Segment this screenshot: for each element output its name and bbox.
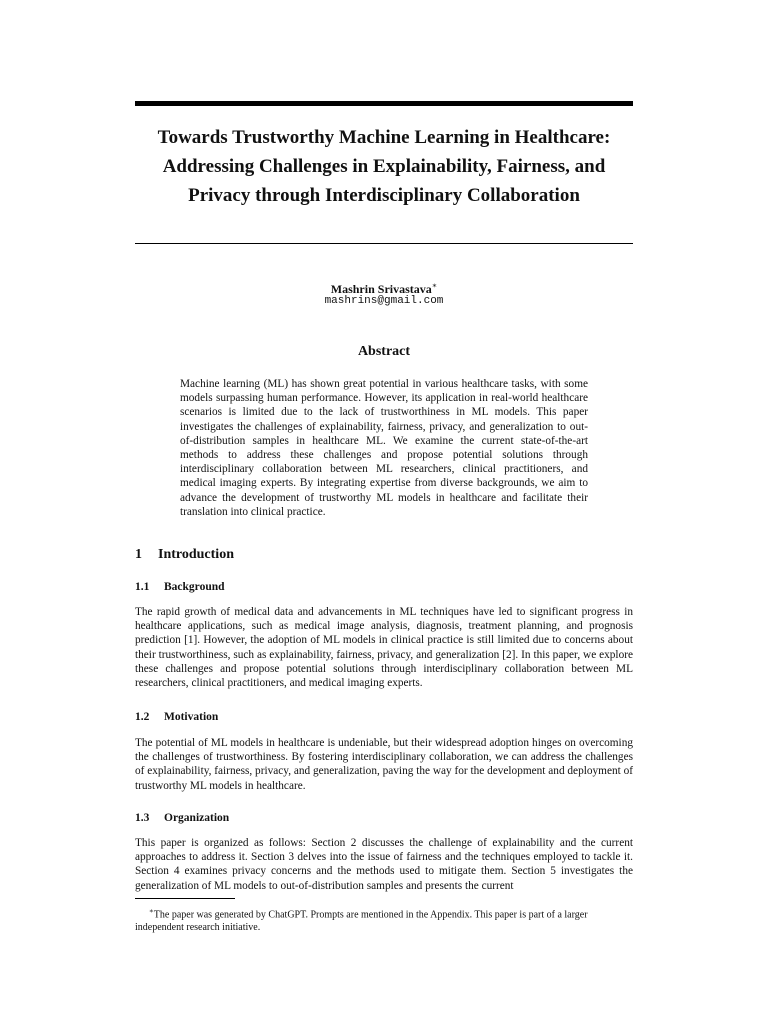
section-heading-introduction — [135, 546, 234, 564]
subsection-heading-background — [135, 580, 225, 594]
section-title: Introduction — [158, 547, 234, 562]
section-number: 1 — [135, 547, 142, 562]
author-name-text: Mashrin Srivastava — [330, 282, 432, 296]
abstract-text: Machine learning (ML) has shown great potential in various healthcare tasks, with some models surpassing human performance. However, its application in real-world healthcare scenarios is limited due to the lack of trustworthiness in ML models. This paper investigates the challenges of explainability, fairness, privacy, and generalization to out-of-distribution samples in healthcare ML. We examine the current state-of-the-art methods to address these challenges and propose potential solutions through interdisciplinary collaboration between ML researchers, clinical practitioners, and medical imaging experts. By integrating expertise from diverse backgrounds, we aim to advance the development of trustworthy ML models in healthcare and facilitate their translation into clinical practice. — [180, 378, 588, 518]
footnote-rule — [135, 898, 235, 899]
subsection-title: Background — [164, 581, 225, 593]
footnote-mark: ∗ — [149, 907, 154, 915]
author-footnote-mark: ∗ — [431, 281, 438, 290]
subsection-number: 1.3 — [135, 812, 150, 824]
paper-title: Towards Trustworthy Machine Learning in Healthcare: Addressing Challenges in Explainability, Fairness, and Privacy through Interdisciplinary Collaboration — [157, 127, 611, 206]
footnote-text: The paper was generated by ChatGPT. Prompts are mentioned in the Appendix. This paper is part of a larger independent research initiative. — [135, 909, 588, 933]
top-rule — [135, 101, 633, 106]
subsection-heading-organization — [135, 811, 229, 825]
abstract-heading: Abstract — [357, 344, 411, 359]
subsection-title: Motivation — [164, 711, 219, 723]
subsection-number: 1.1 — [135, 581, 150, 593]
subsection-number: 1.2 — [135, 711, 150, 723]
footnote — [135, 905, 633, 934]
background-paragraph: The rapid growth of medical data and advancements in ML techniques have led to significant progress in healthcare applications, such as medical image analysis, diagnosis, treatment planning, and prognosis prediction [1]. However, the adoption of ML models in clinical practice is still limited due to concerns about their trustworthiness, such as explainability, fairness, privacy, and generalization [2]. In this paper, we explore these challenges and propose potential solutions through interdisciplinary collaboration between ML researchers, clinical practitioners, and medical imaging experts. — [135, 606, 633, 690]
subsection-heading-motivation — [135, 710, 218, 724]
title-rule — [135, 243, 633, 244]
subsection-title: Organization — [164, 812, 230, 824]
organization-paragraph: This paper is organized as follows: Section 2 discusses the challenge of explainability and the current approaches to address it. Section 3 delves into the issue of fairness and the techniques employed to tackle it. Section 4 examines privacy concerns and the methods used to mitigate them. Section 5 investigates the generalization of ML models to out-of-distribution samples and presents the current — [135, 837, 633, 892]
motivation-paragraph: The potential of ML models in healthcare is undeniable, but their widespread adoption hinges on overcoming the challenges of trustworthiness. By fostering interdisciplinary collaboration, we can address the challenges of explainability, fairness, privacy, and generalization, paving the way for the development and deployment of trustworthy ML models in healthcare. — [135, 737, 633, 792]
author-email: mashrins@gmail.com — [324, 295, 444, 307]
